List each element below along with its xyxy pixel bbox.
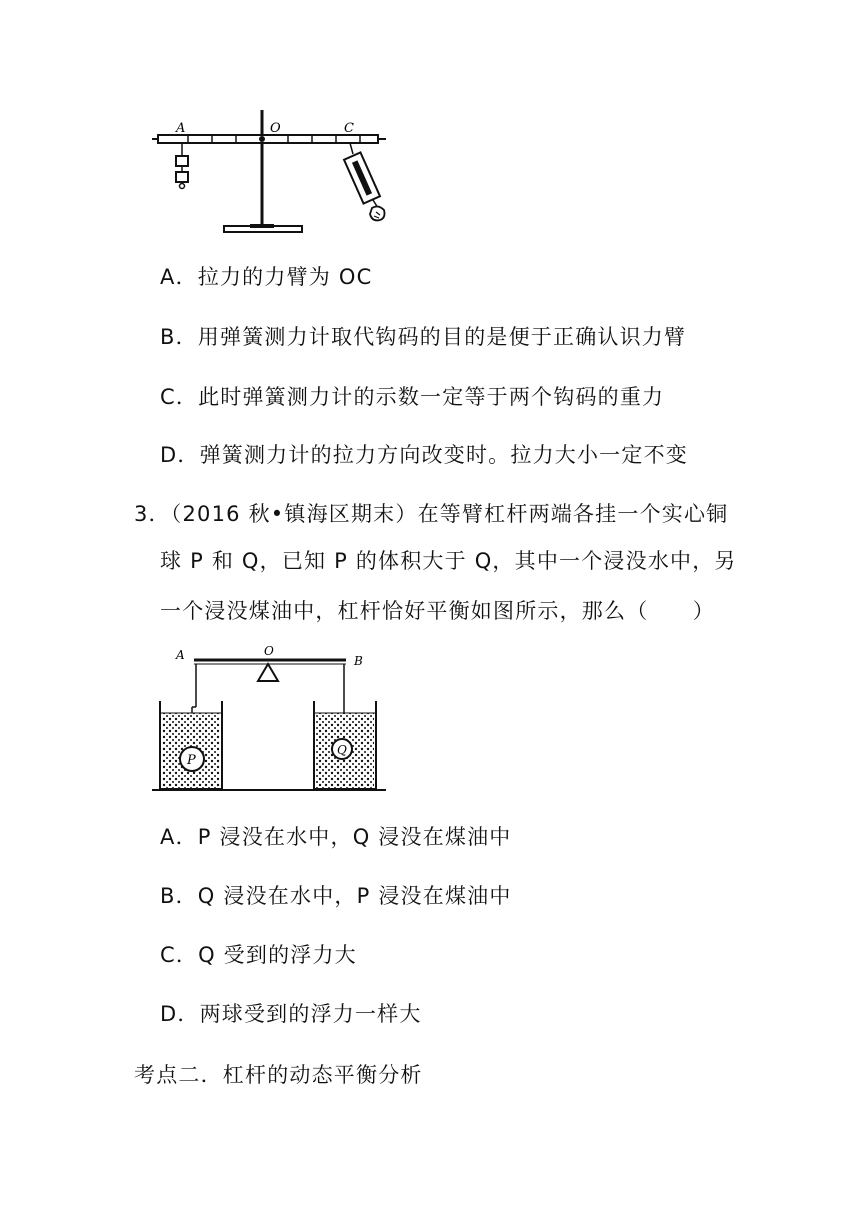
label-o: O: [264, 645, 274, 658]
q3-option-c: C．Q 受到的浮力大: [160, 943, 357, 967]
q3-stem-line3: 一个浸没煤油中，杠杆恰好平衡如图所示，那么（ ）: [160, 599, 715, 623]
q3-option-a: A．P 浸没在水中，Q 浸没在煤油中: [160, 825, 512, 849]
q3-stem-line2: 球 P 和 Q，已知 P 的体积大于 Q，其中一个浸没水中，另: [160, 549, 737, 573]
label-a: A: [176, 648, 185, 662]
section-title: 考点二．杠杆的动态平衡分析: [134, 1063, 423, 1087]
label-a: A: [176, 121, 186, 136]
q2-option-b: B．用弹簧测力计取代钩码的目的是便于正确认识力臂: [160, 325, 687, 349]
beaker-lever-figure: [150, 645, 400, 793]
q3-stem-line1: 3．（2016 秋•镇海区期末）在等臂杠杆两端各挂一个实心铜: [134, 502, 729, 526]
label-c: C: [344, 121, 354, 136]
q2-option-c: C．此时弹簧测力计的示数一定等于两个钩码的重力: [160, 385, 665, 409]
q3-option-d: D．两球受到的浮力一样大: [160, 1002, 422, 1026]
q2-option-a: A．拉力的力臂为 OC: [160, 265, 373, 289]
lever-spring-balance-figure: [150, 108, 400, 238]
q2-option-d: D．弹簧测力计的拉力方向改变时。拉力大小一定不变: [160, 443, 688, 467]
label-q: Q: [337, 743, 347, 757]
label-p: P: [187, 753, 196, 768]
q3-option-b: B．Q 浸没在水中，P 浸没在煤油中: [160, 884, 512, 908]
label-b: B: [354, 654, 363, 668]
label-o: O: [270, 121, 281, 136]
